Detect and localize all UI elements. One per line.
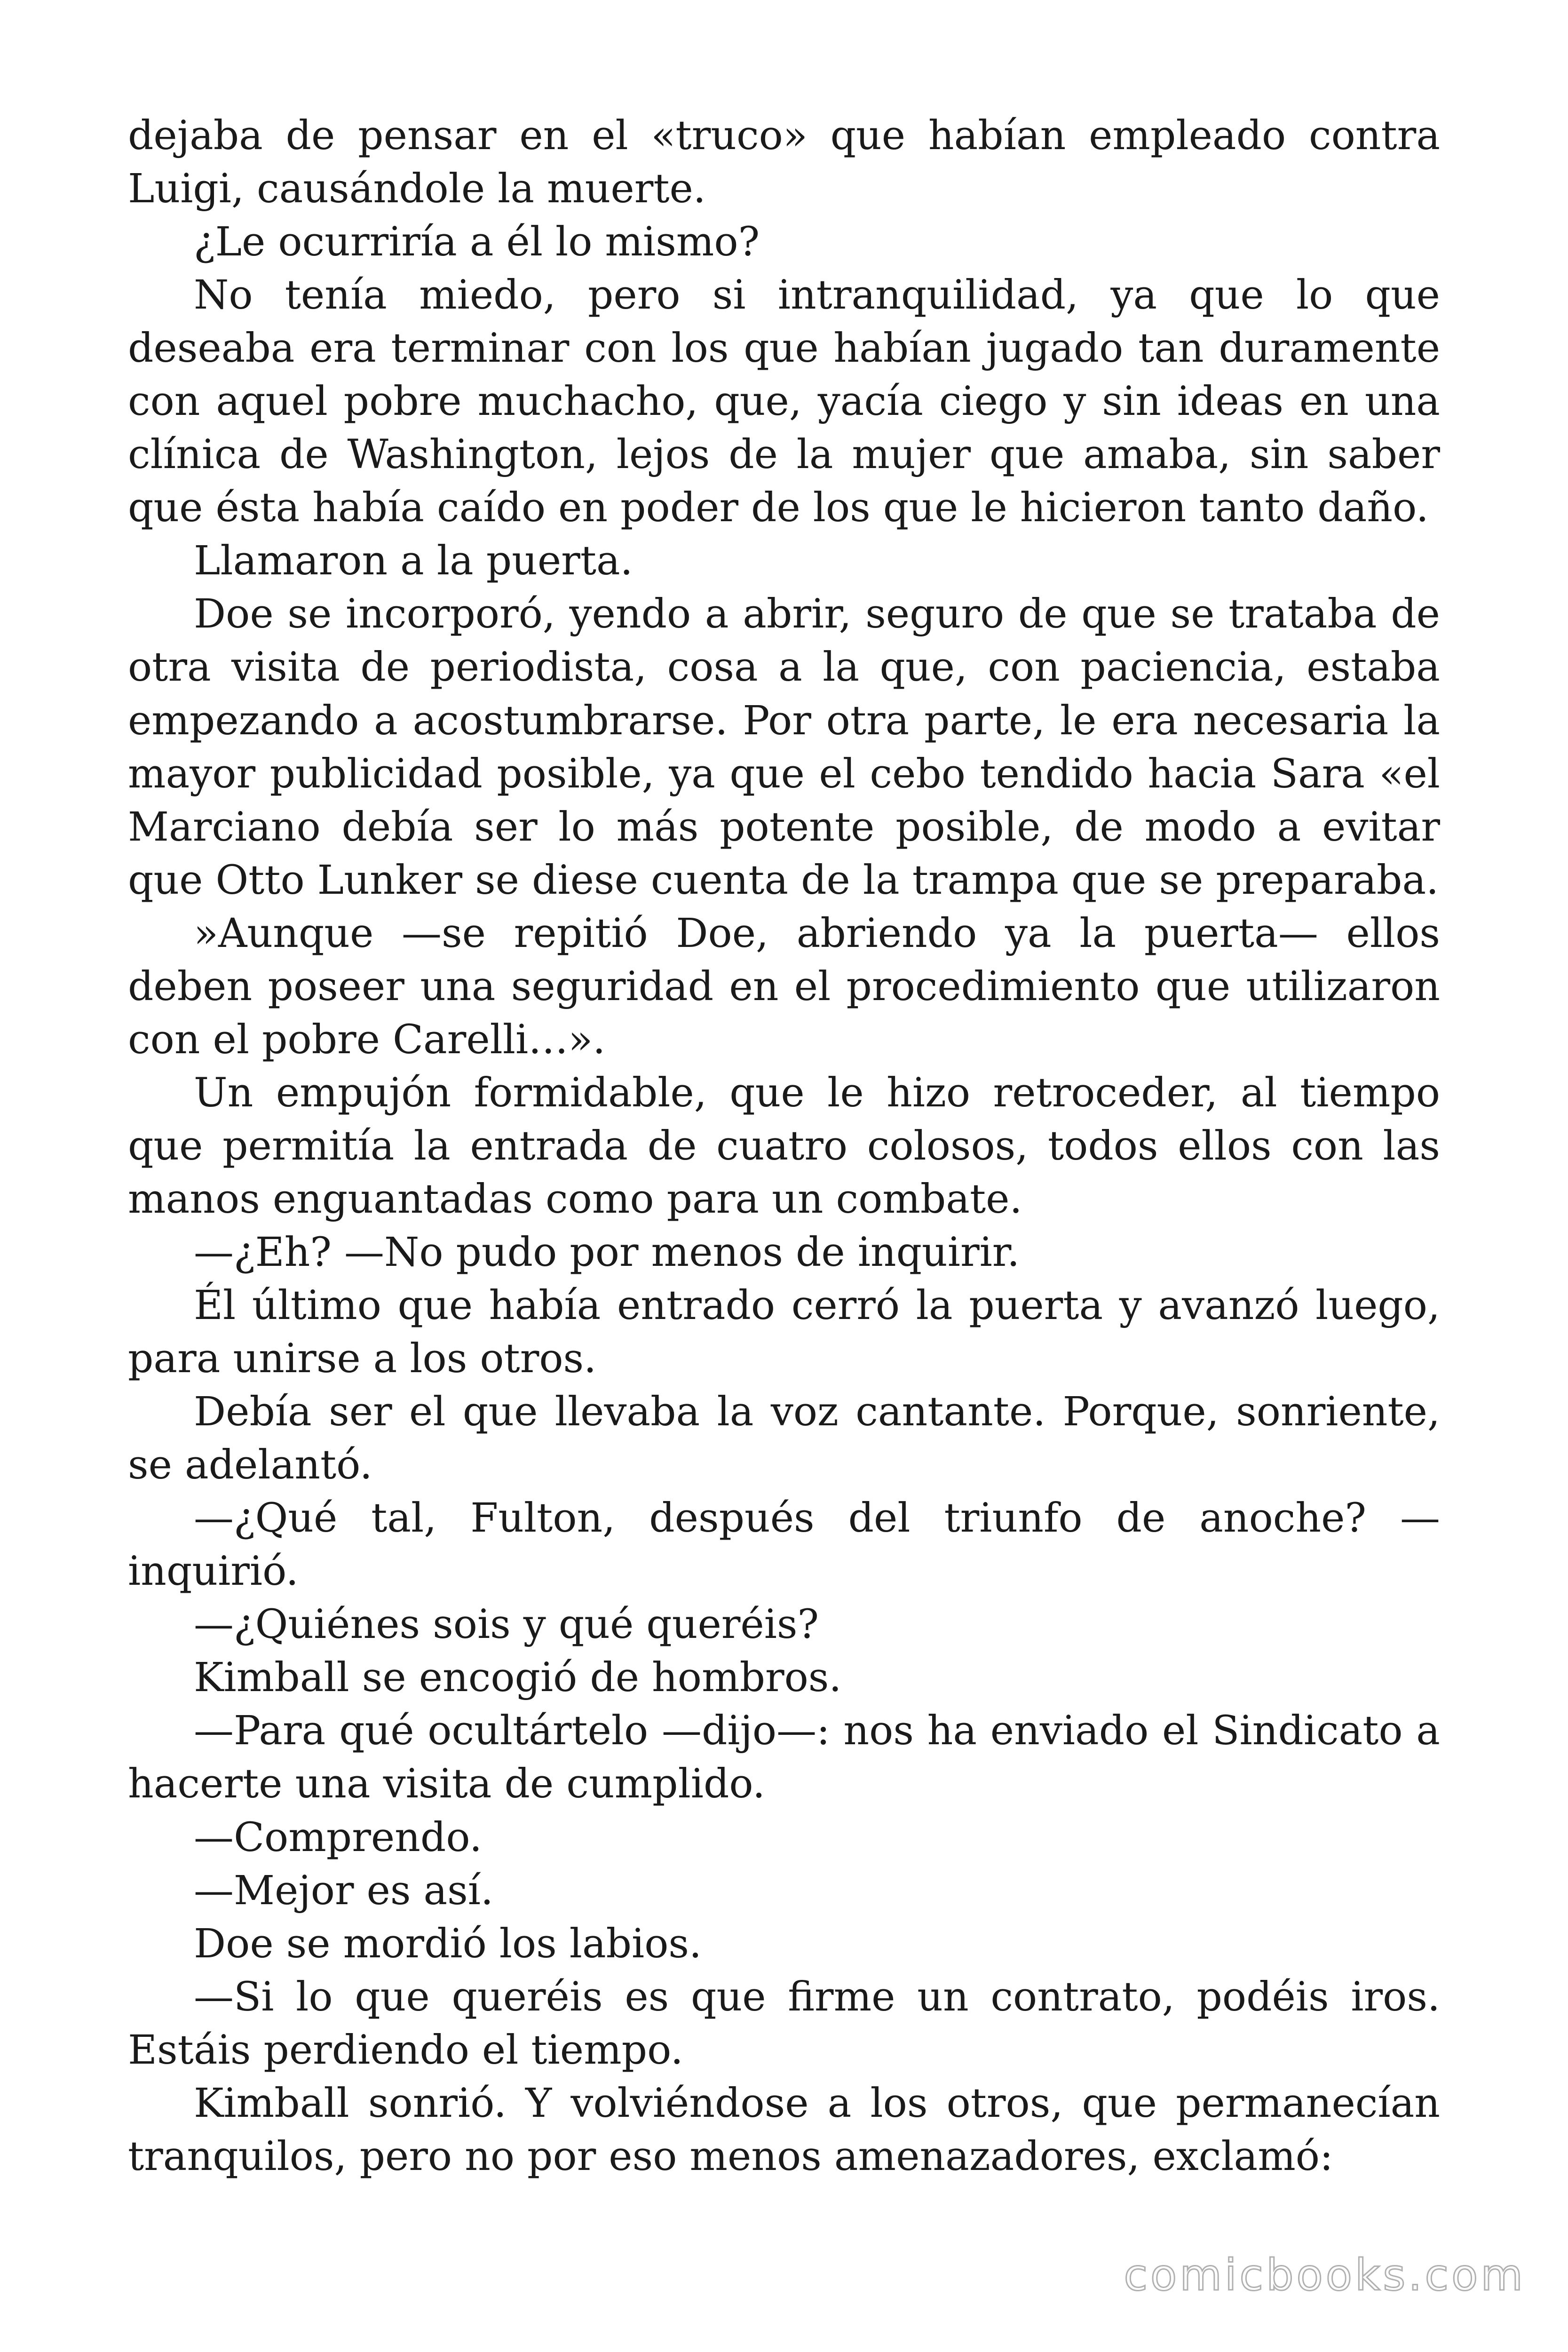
body-text bbox=[128, 109, 1440, 2183]
paragraph-3: No tenía miedo, pero si intranquilidad, ya que lo que deseaba era terminar con los que habían jugado tan duramente con aquel pobre muchacho, que, yacía ciego y sin ideas en una clínica de Washington, lejos de la mujer que amaba, sin saber que ésta había caído en poder de los que le hicieron tanto daño. bbox=[128, 272, 1440, 532]
paragraph-14: —Para qué ocultártelo —dijo—: nos ha enviado el Sindicato a hacerte una visita de cumplido. bbox=[128, 1708, 1440, 1808]
paragraph-18: —Si lo que queréis es que firme un contrato, podéis iros. Estáis perdiendo el tiempo. bbox=[128, 1973, 1440, 2074]
paragraph-6: »Aunque —se repitió Doe, abriendo ya la puerta— ellos deben poseer una seguridad en el procedimiento que utilizaron con el pobre Carelli…». bbox=[128, 910, 1440, 1063]
paragraph-15: —Comprendo. bbox=[194, 1814, 483, 1861]
paragraph-7: Un empujón formidable, que le hizo retroceder, al tiempo que permitía la entrada de cuatro colosos, todos ellos con las manos enguantadas como para un combate. bbox=[128, 1069, 1440, 1223]
watermark: comicbooks.com bbox=[1124, 2250, 1526, 2300]
paragraph-11: —¿Qué tal, Fulton, después del triunfo de anoche? —inquirió. bbox=[128, 1495, 1440, 1595]
paragraph-17: Doe se mordió los labios. bbox=[194, 1920, 702, 1967]
paragraph-8: —¿Eh? —No pudo por menos de inquirir. bbox=[194, 1229, 1020, 1276]
paragraph-19: Kimball sonrió. Y volviéndose a los otros, que permanecían tranquilos, pero no por eso menos amenazadores, exclamó: bbox=[128, 2080, 1440, 2180]
paragraph-12: —¿Quiénes sois y qué queréis? bbox=[194, 1601, 819, 1648]
paragraph-1: dejaba de pensar en el «truco» que habían empleado contra Luigi, causándole la muerte. bbox=[128, 112, 1440, 213]
paragraph-2: ¿Le ocurriría a él lo mismo? bbox=[194, 219, 760, 266]
paragraph-4: Llamaron a la puerta. bbox=[194, 538, 633, 585]
paragraph-9: Él último que había entrado cerró la puerta y avanzó luego, para unirse a los otros. bbox=[128, 1282, 1440, 1383]
paragraph-5: Doe se incorporó, yendo a abrir, seguro de que se trataba de otra visita de periodista, cosa a la que, con paciencia, estaba empezando a acostumbrarse. Por otra parte, le era necesaria la mayor publicidad posible, ya que el cebo tendido hacia Sara «el Marciano debía ser lo más potente posible, de modo a evitar que Otto Lunker se diese cuenta de la trampa que se preparaba. bbox=[128, 591, 1440, 904]
paragraph-16: —Mejor es así. bbox=[194, 1867, 493, 1914]
paragraph-10: Debía ser el que llevaba la voz cantante. Porque, sonriente, se adelantó. bbox=[128, 1389, 1440, 1489]
paragraph-13: Kimball se encogió de hombros. bbox=[194, 1654, 842, 1701]
